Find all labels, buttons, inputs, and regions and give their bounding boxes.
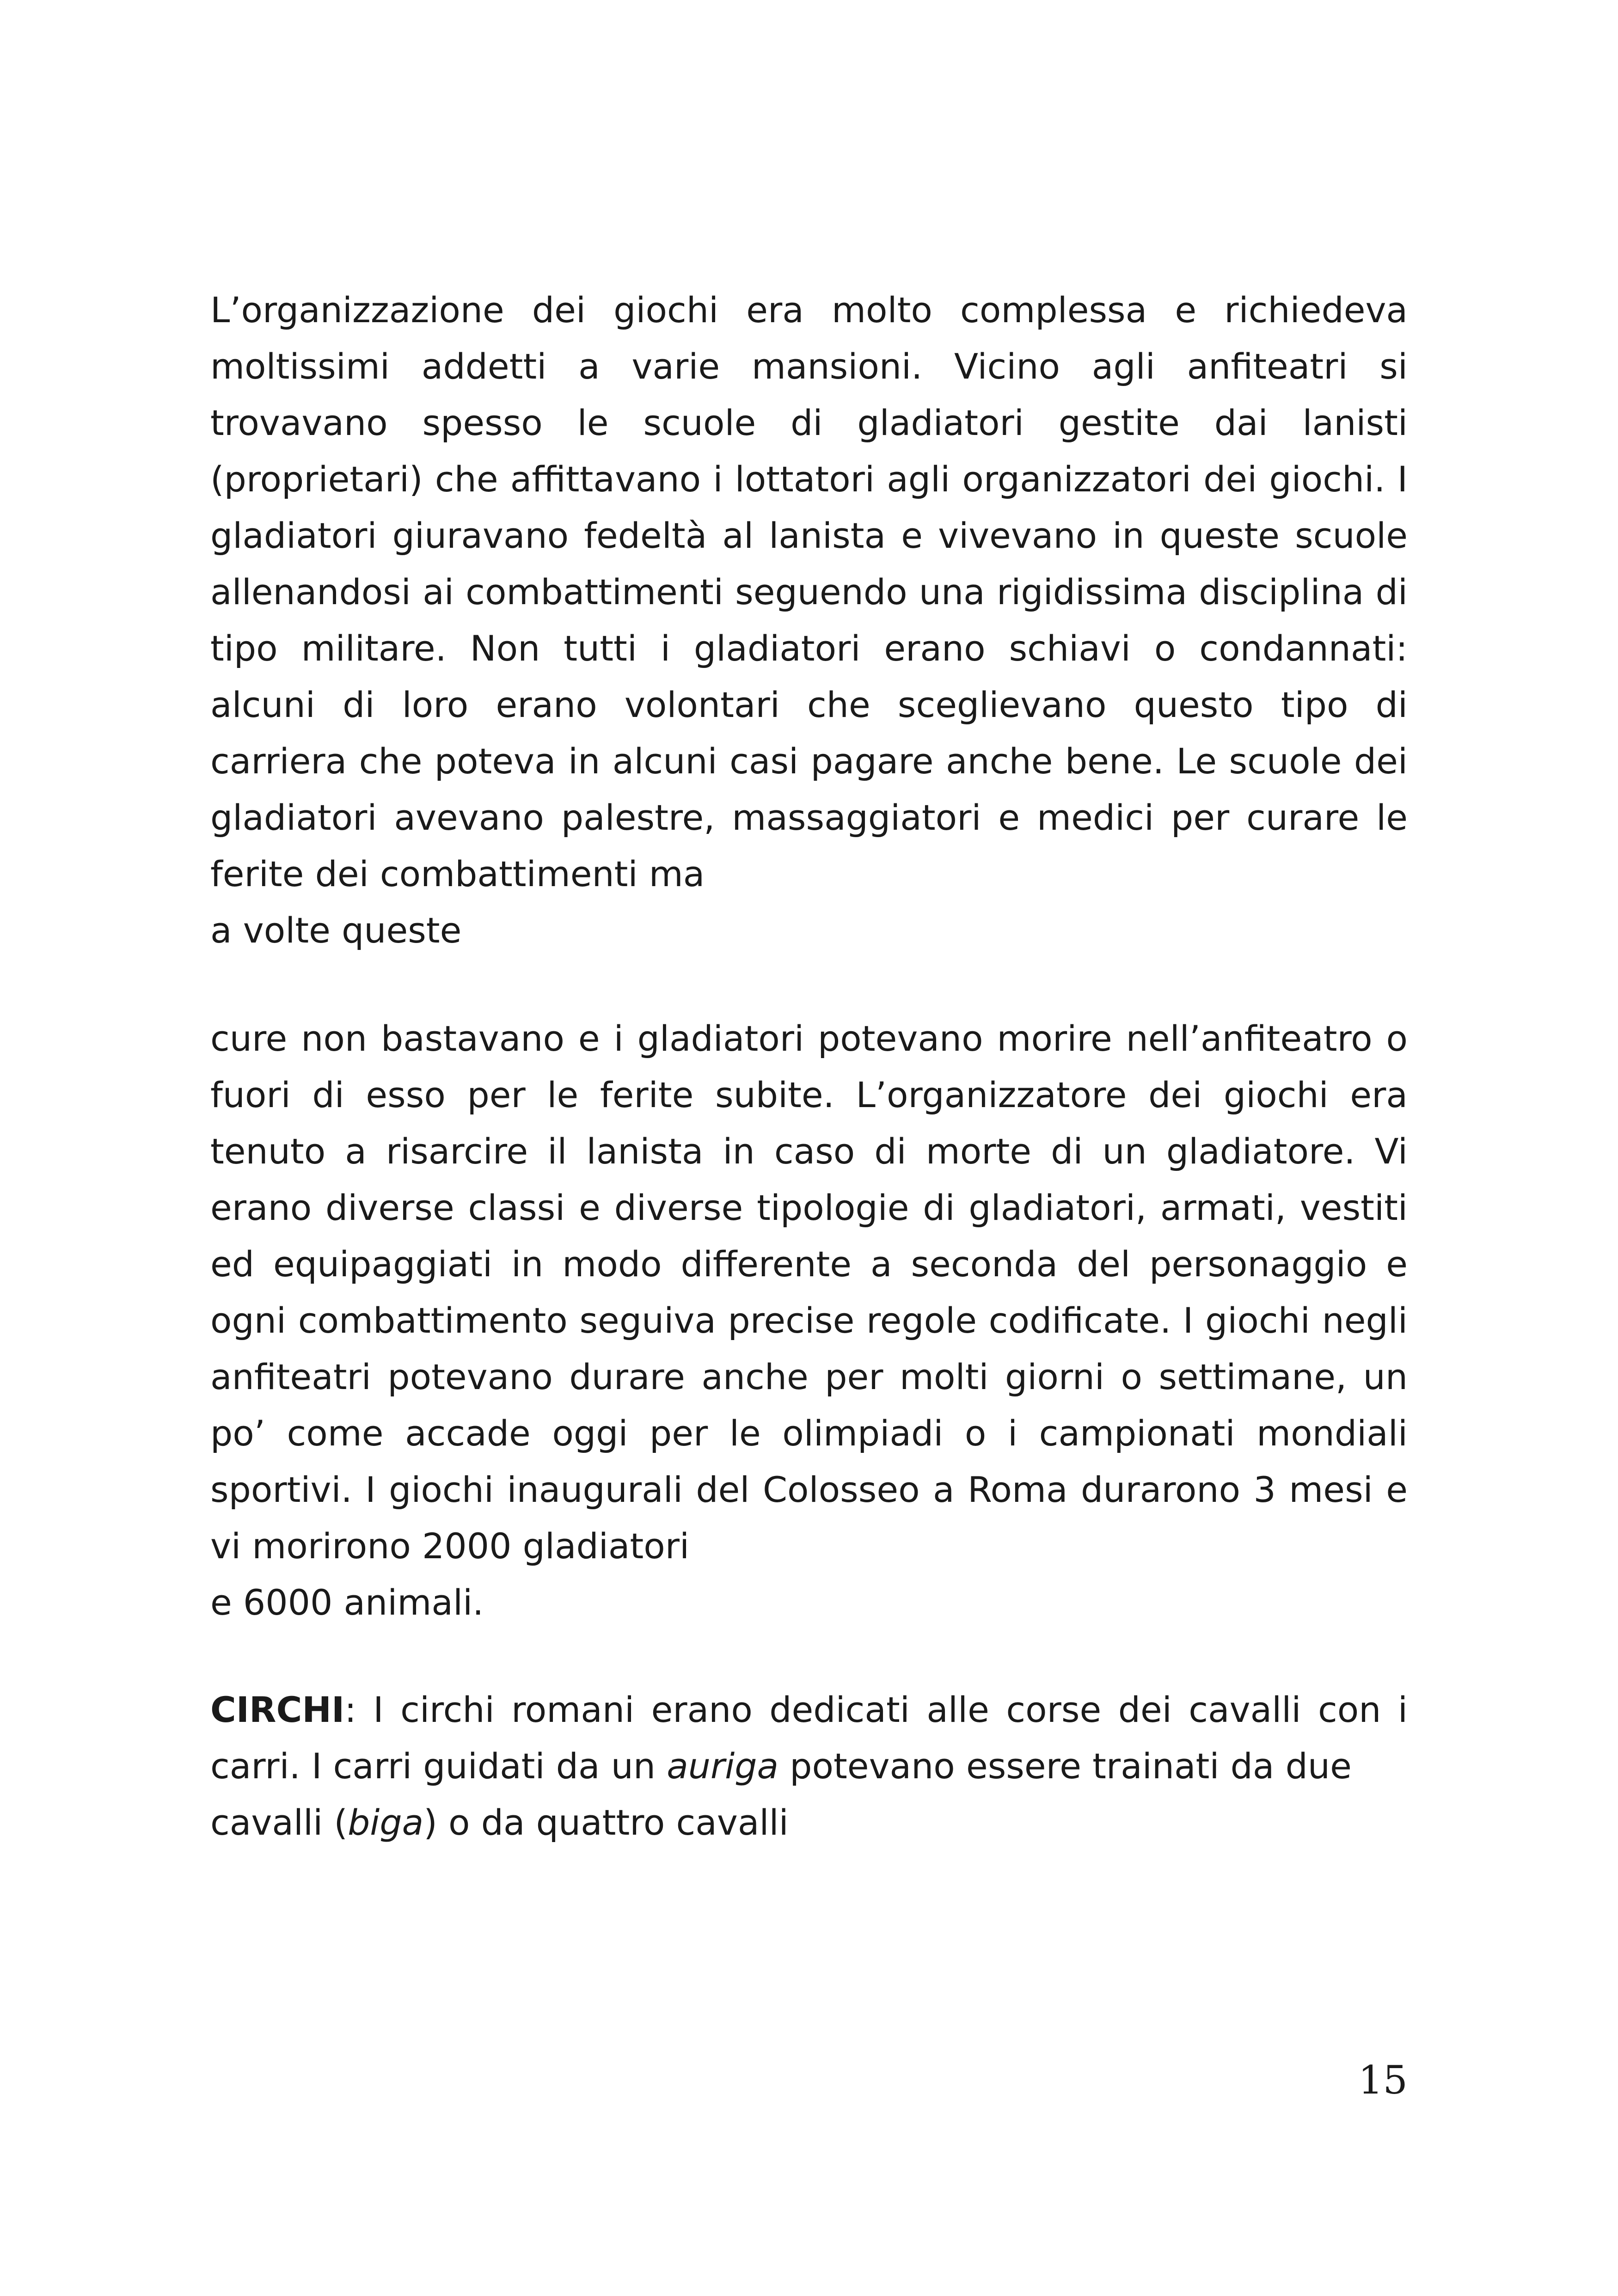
paragraph-text-segment: : I circhi romani erano dedicati alle corse dei cavalli con i carri. I carri guidati da un — [210, 1689, 1408, 1787]
paragraph-text: L’organizzazione dei giochi era molto complessa e richiedeva moltissimi addetti a varie mansioni. Vicino agli anfiteatri si trovavano spesso le scuole di gladiatori gestite dai lanisti (proprietari) che affittavano i lottatori agli organizzatori dei giochi. I gladiatori giuravano fedeltà al lanista e vivevano in queste scuole allenandosi ai combattimenti seguendo una rigidissima disciplina di tipo militare. Non tutti i gladiatori erano schiavi o condannati: alcuni di loro erano volontari che sceglievano questo tipo di carriera che poteva in alcuni casi pagare anche bene. Le scuole dei gladiatori avevano palestre, massaggiatori e medici per curare le ferite dei combattimenti ma — [210, 289, 1408, 894]
paragraph-cure-gladiatori — [210, 1010, 1408, 1631]
paragraph-text-segment: ) o da quattro cavalli — [423, 1802, 789, 1843]
paragraph-text — [210, 1682, 1408, 1794]
paragraph-text-segment: cavalli ( — [210, 1802, 348, 1843]
section-heading-circhi: CIRCHI — [210, 1689, 345, 1730]
paragraph-circhi — [210, 1682, 1408, 1851]
page-number: 15 — [1358, 2057, 1408, 2103]
paragraph-organizzazione-giochi — [210, 282, 1408, 959]
paragraph-last-line: e 6000 animali. — [210, 1582, 484, 1623]
paragraph-last-line: a volte queste — [210, 910, 462, 951]
paragraph-text: cure non bastavano e i gladiatori potevano morire nell’anfiteatro o fuori di esso per le ferite subite. L’organizzatore dei giochi era tenuto a risarcire il lanista in caso di morte di un gladiatore. Vi erano diverse classi e diverse tipologie di gladiatori, armati, vestiti ed equipaggiati in modo differente a seconda del personaggio e ogni combattimento seguiva precise regole codificate. I giochi negli anfiteatri potevano durare anche per molti giorni o settimane, un po’ come accade oggi per le olimpiadi o i campionati mondiali sportivi. I giochi inaugurali del Colosseo a Roma durarono 3 mesi e vi morirono 2000 gladiatori — [210, 1018, 1408, 1567]
paragraph-last-line — [210, 1794, 1408, 1851]
paragraph-text-segment: potevano essere trainati da due — [778, 1745, 1352, 1787]
italic-term-biga: biga — [348, 1802, 424, 1843]
italic-term-auriga: auriga — [667, 1745, 779, 1787]
